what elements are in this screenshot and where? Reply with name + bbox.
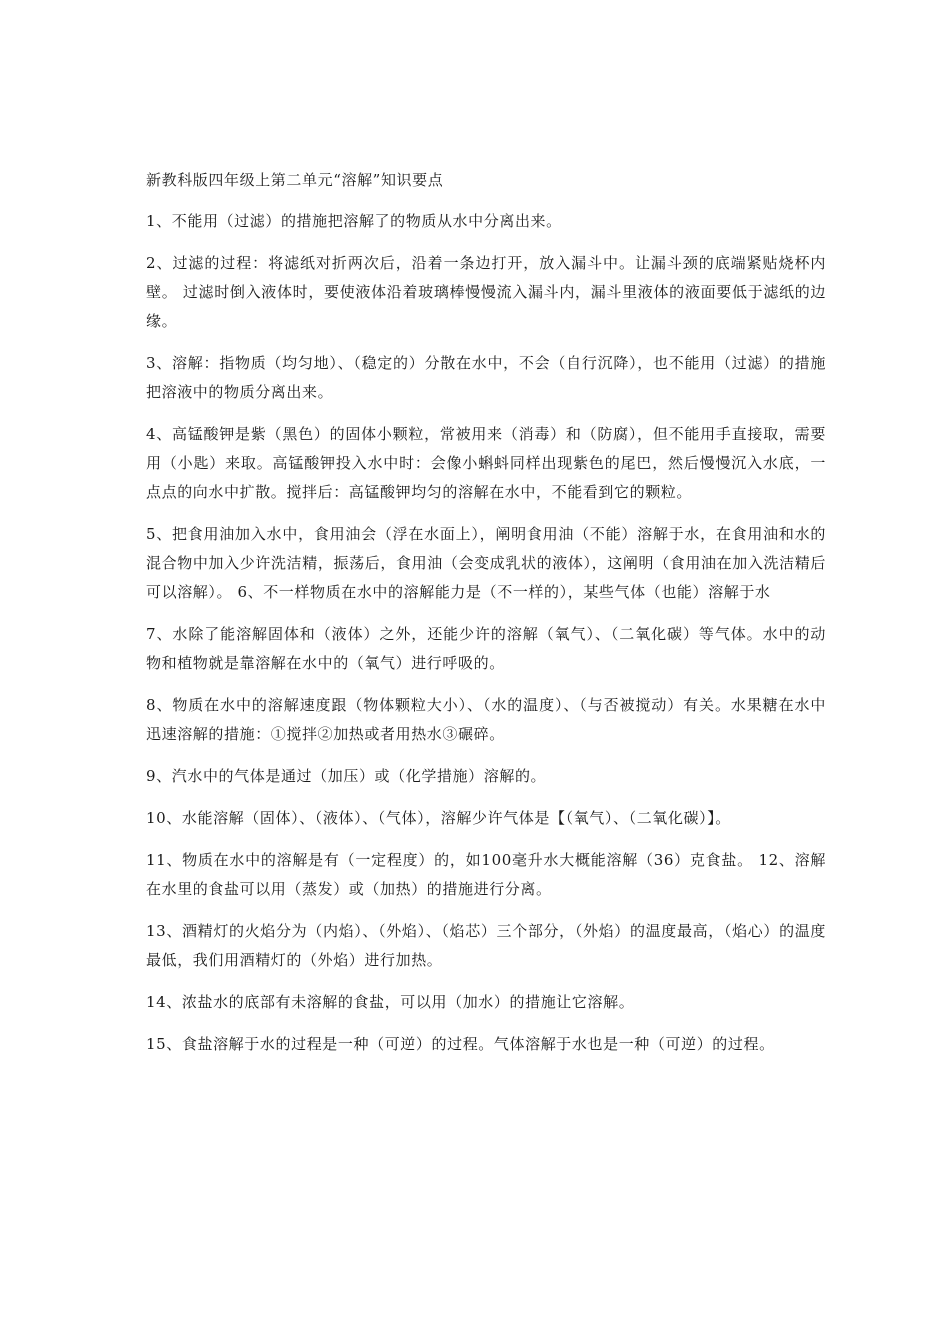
paragraph-11-12: 11、物质在水中的溶解是有（一定程度）的，如100毫升水大概能溶解（36）克食盐。 12、溶解在水里的食盐可以用（蒸发）或（加热）的措施进行分离。 xyxy=(146,851,826,898)
paragraph-8: 8、物质在水中的溶解速度跟（物体颗粒大小）、（水的温度）、（与否被搅动）有关。水果糖在水中迅速溶解的措施：①搅拌②加热或者用热水③碾碎。 xyxy=(146,696,826,743)
paragraph-2: 2、过滤的过程：将滤纸对折两次后，沿着一条边打开，放入漏斗中。让漏斗颈的底端紧贴烧杯内壁。 过滤时倒入液体时，要使液体沿着玻璃棒慢慢流入漏斗内，漏斗里液体的液面要低于滤纸的边缘。 xyxy=(146,254,826,330)
document-title: 新教科版四年级上第二单元“溶解”知识要点 xyxy=(146,171,444,189)
paragraph-4: 4、高锰酸钾是紫（黑色）的固体小颗粒，常被用来（消毒）和（防腐），但不能用手直接取，需要用（小匙）来取。高锰酸钾投入水中时：会像小蝌蚪同样出现紫色的尾巴，然后慢慢沉入水底，一点点的向水中扩散。搅拌后：高锰酸钾均匀的溶解在水中，不能看到它的颗粒。 xyxy=(146,425,826,501)
paragraph-10: 10、水能溶解（固体）、（液体）、（气体），溶解少许气体是【（氧气）、（二氧化碳）】。 xyxy=(146,809,731,827)
paragraph-13: 13、酒精灯的火焰分为（内焰）、（外焰）、（焰芯）三个部分，（外焰）的温度最高，（焰心）的温度最低，我们用酒精灯的（外焰）进行加热。 xyxy=(146,922,826,969)
paragraph-15: 15、食盐溶解于水的过程是一种（可逆）的过程。气体溶解于水也是一种（可逆）的过程。 xyxy=(146,1035,775,1053)
paragraph-3: 3、溶解：指物质（均匀地）、（稳定的）分散在水中，不会（自行沉降），也不能用（过滤）的措施把溶液中的物质分离出来。 xyxy=(146,354,826,401)
paragraph-9: 9、汽水中的气体是通过（加压）或（化学措施）溶解的。 xyxy=(146,767,547,785)
paragraph-5-6: 5、把食用油加入水中，食用油会（浮在水面上），阐明食用油（不能）溶解于水，在食用油和水的混合物中加入少许洗洁精，振荡后，食用油（会变成乳状的液体），这阐明（食用油在加入洗洁精后可以溶解）。 6、不一样物质在水中的溶解能力是（不一样的），某些气体（也能）溶解于水 xyxy=(146,525,826,601)
paragraph-7: 7、水除了能溶解固体和（液体）之外，还能少许的溶解（氧气）、（二氧化碳）等气体。水中的动物和植物就是靠溶解在水中的（氧气）进行呼吸的。 xyxy=(146,625,826,672)
paragraph-14: 14、浓盐水的底部有未溶解的食盐，可以用（加水）的措施让它溶解。 xyxy=(146,993,635,1011)
document-body xyxy=(146,166,826,1072)
paragraph-1: 1、不能用（过滤）的措施把溶解了的物质从水中分离出来。 xyxy=(146,212,562,230)
